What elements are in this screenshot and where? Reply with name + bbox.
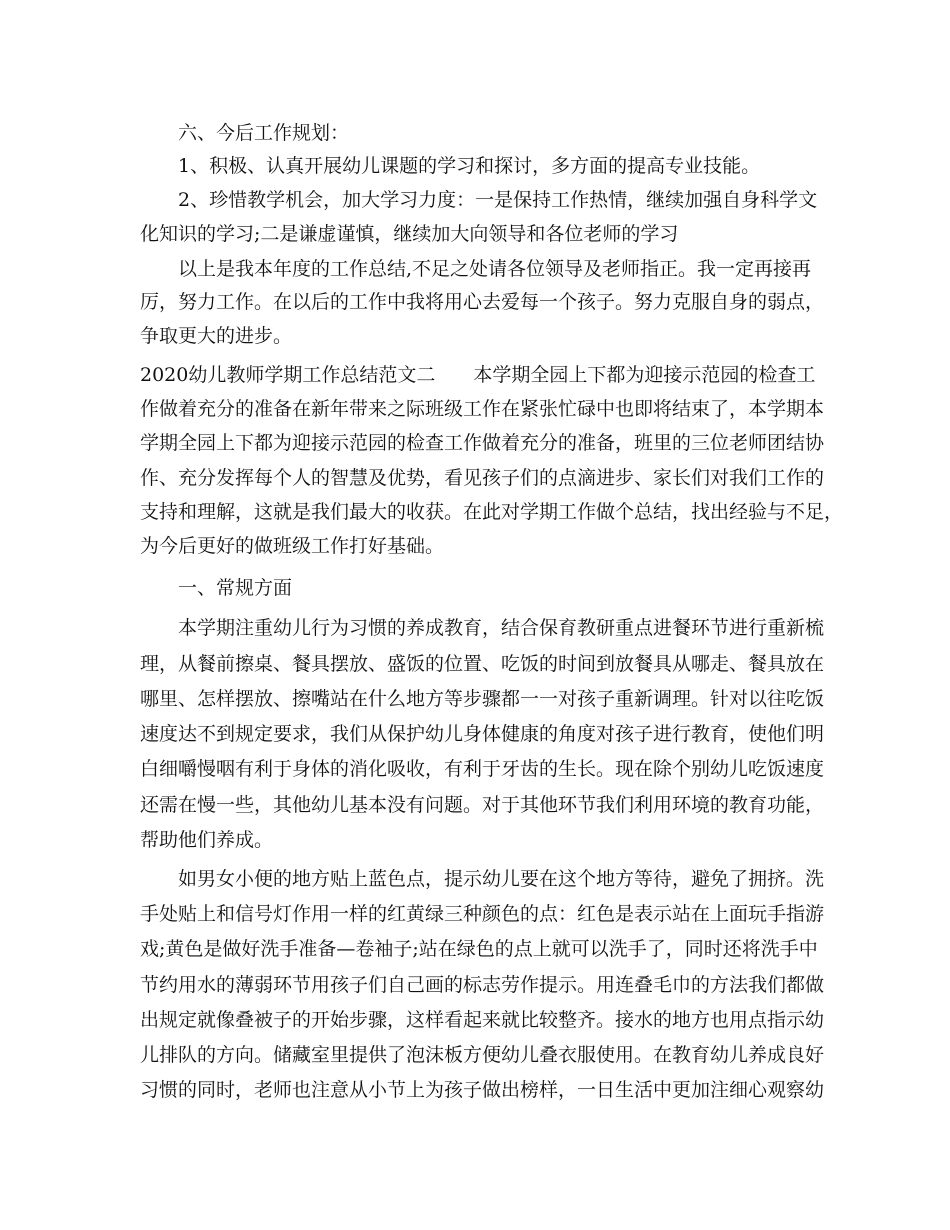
section-heading-future-plan: 六、今后工作规划： (178, 122, 350, 144)
paragraph-line: 学期全园上下都为迎接示范园的检查工作做着充分的准备，班里的三位老师团结协 (140, 432, 825, 454)
paragraph-line: 速度达不到规定要求，我们从保护幼儿身体健康的角度对孩子进行教育，使他们明 (140, 723, 825, 745)
paragraph-line: 作、充分发挥每个人的智慧及优势，看见孩子们的点滴进步、家长们对我们工作的 (140, 467, 825, 489)
paragraph-line: 化知识的学习;二是谦虚谨慎，继续加大向领导和各位老师的学习 (140, 223, 679, 245)
paragraph-line: 戏;黄色是做好洗手准备—卷袖子;站在绿色的点上就可以洗手了，同时还将洗手中 (140, 938, 818, 960)
paragraph-line: 作做着充分的准备在新年带来之际班级工作在紧张忙碌中也即将结束了，本学期本 (140, 398, 825, 420)
paragraph-line: 习惯的同时，老师也注意从小节上为孩子做出榜样，一日生活中更加注细心观察幼 (140, 1079, 825, 1101)
paragraph-line: 还需在慢一些，其他幼儿基本没有问题。对于其他环节我们利用环境的教育功能， (140, 794, 825, 816)
paragraph-line: 儿排队的方向。储藏室里提供了泡沫板方便幼儿叠衣服使用。在教育幼儿养成良好 (140, 1044, 825, 1066)
paragraph-line: 帮助他们养成。 (140, 829, 274, 851)
paragraph-line: 节约用水的薄弱环节用孩子们自己画的标志劳作提示。用连叠毛巾的方法我们都做 (140, 974, 825, 996)
paragraph-line: 争取更大的进步。 (140, 325, 293, 347)
paragraph-line: 为今后更好的做班级工作打好基础。 (140, 535, 445, 557)
paragraph-line: 2、珍惜教学机会，加大学习力度：一是保持工作热情，继续加强自身科学文 (178, 189, 818, 211)
paragraph-line: 手处贴上和信号灯作用一样的红黄绿三种颜色的点：红色是表示站在上面玩手指游 (140, 903, 825, 925)
article-title-line: 2020幼儿教师学期工作总结范文二 本学期全园上下都为迎接示范园的检查工 (140, 364, 816, 386)
paragraph-line: 出规定就像叠被子的开始步骤，这样看起来就比较整齐。接水的地方也用点指示幼 (140, 1009, 825, 1031)
section-heading-routine: 一、常规方面 (178, 577, 293, 599)
paragraph-line: 1、积极、认真开展幼儿课题的学习和探讨，多方面的提高专业技能。 (178, 155, 761, 177)
paragraph-line: 支持和理解，这就是我们最大的收获。在此对学期工作做个总结，找出经验与不足， (140, 501, 844, 523)
paragraph-line: 哪里、怎样摆放、擦嘴站在什么地方等步骤都一一对孩子重新调理。针对以往吃饭 (140, 688, 825, 710)
paragraph-line: 本学期注重幼儿行为习惯的养成教育，结合保育教研重点进餐环节进行重新梳 (178, 617, 825, 639)
paragraph-line: 如男女小便的地方贴上蓝色点，提示幼儿要在这个地方等待，避免了拥挤。洗 (178, 868, 825, 890)
paragraph-line: 厉，努力工作。在以后的工作中我将用心去爱每一个孩子。努力克服自身的弱点， (140, 291, 825, 313)
paragraph-line: 白细嚼慢咽有利于身体的消化吸收，有利于牙齿的生长。现在除个别幼儿吃饭速度 (140, 758, 825, 780)
paragraph-line: 以上是我本年度的工作总结,不足之处请各位领导及老师指正。我一定再接再 (178, 258, 812, 280)
paragraph-line: 理，从餐前擦桌、餐具摆放、盛饭的位置、吃饭的时间到放餐具从哪走、餐具放在 (140, 653, 825, 675)
